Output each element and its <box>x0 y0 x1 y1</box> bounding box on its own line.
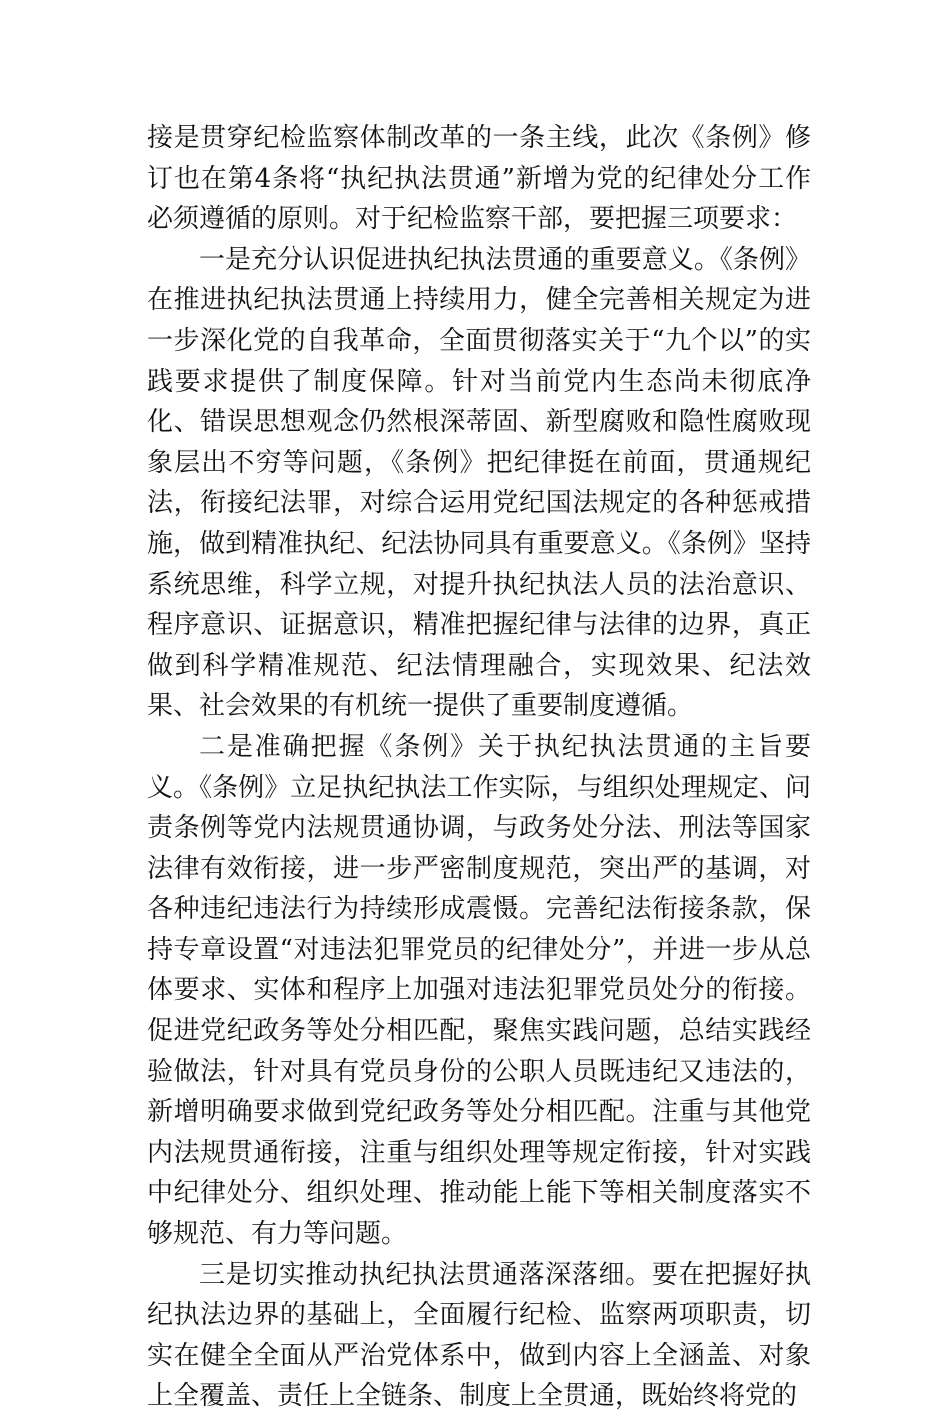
paragraph-point-two: 二是准确把握《条例》关于执纪执法贯通的主旨要义。《条例》立足执纪执法工作实际，与组织处理规定、问责条例等党内法规贯通协调，与政务处分法、刑法等国家法律有效衔接，进一步严密制度规范，突出严的基调，对各种违纪违法行为持续形成震慑。完善纪法衔接条款，保持专章设置“对违法犯罪党员的纪律处分”，并进一步从总体要求、实体和程序上加强对违法犯罪党员处分的衔接。促进党纪政务等处分相匹配，聚焦实践问题，总结实践经验做法，针对具有党员身份的公职人员既违纪又违法的，新增明确要求做到党纪政务等处分相匹配。注重与其他党内法规贯通衔接，注重与组织处理等规定衔接，针对实践中纪律处分、组织处理、推动能上能下等相关制度落实不够规范、有力等问题。 <box>147 731 811 1250</box>
paragraph-point-one: 一是充分认识促进执纪执法贯通的重要意义。《条例》在推进执纪执法贯通上持续用力，健全完善相关规定为进一步深化党的自我革命，全面贯彻落实关于“九个以”的实践要求提供了制度保障。针对当前党内生态尚未彻底净化、错误思想观念仍然根深蒂固、新型腐败和隐性腐败现象层出不穷等问题，《条例》把纪律挺在前面，贯通规纪法，衔接纪法罪，对综合运用党纪国法规定的各种惩戒措施，做到精准执纪、纪法协同具有重要意义。《条例》坚持系统思维，科学立规，对提升执纪执法人员的法治意识、程序意识、证据意识，精准把握纪律与法律的边界，真正做到科学精准规范、纪法情理融合，实现效果、纪法效果、社会效果的有机统一提供了重要制度遵循。 <box>147 244 811 722</box>
document-body <box>147 118 811 1417</box>
paragraph-continuation: 接是贯穿纪检监察体制改革的一条主线，此次《条例》修订也在第4条将“执纪执法贯通”新增为党的纪律处分工作必须遵循的原则。对于纪检监察干部，要把握三项要求： <box>147 123 811 235</box>
paragraph-point-three: 三是切实推动执纪执法贯通落深落细。要在把握好执纪执法边界的基础上，全面履行纪检、监察两项职责，切实在健全全面从严治党体系中，做到内容上全涵盖、对象上全覆盖、责任上全链条、制度上全贯通，既始终将党的 <box>147 1259 811 1412</box>
